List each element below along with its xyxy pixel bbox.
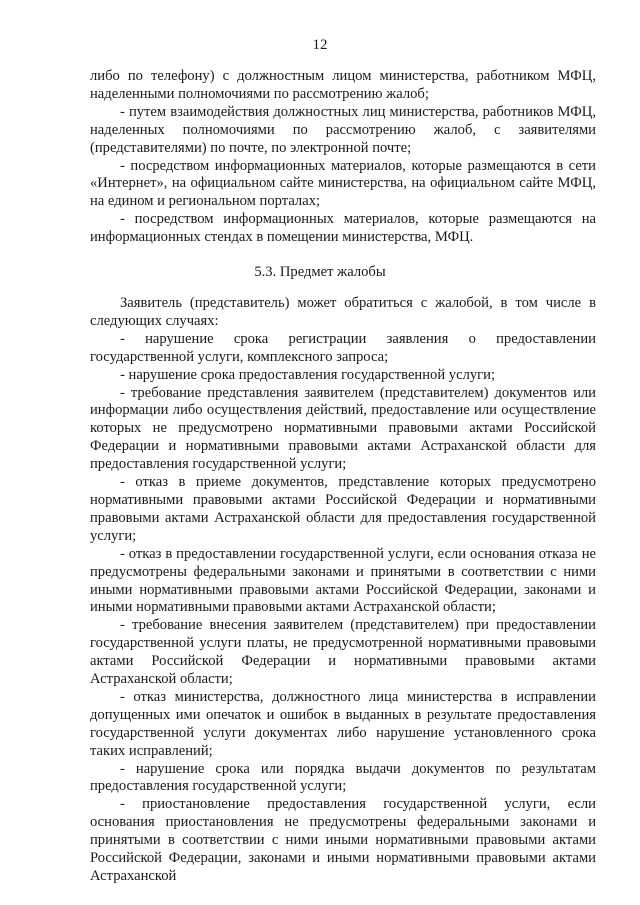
- paragraph: - путем взаимодействия должностных лиц министерства, работников МФЦ, наделенных полномочиями по рассмотрению жалоб, с заявителями (представителями) по почте, по электронной почте;: [90, 103, 596, 156]
- paragraph: - приостановление предоставления государственной услуги, если основания приостановления не предусмотрены федеральными законами и принятыми в соответствии с ними иными нормативными правовыми актами Российской Федерации, законами и иными нормативными правовыми актами Астраханской: [90, 796, 596, 884]
- page-number: 12: [312, 37, 328, 53]
- paragraph: либо по телефону) с должностным лицом министерства, работником МФЦ, наделенными полномочиями по рассмотрению жалоб;: [90, 68, 596, 102]
- paragraph: - посредством информационных материалов, которые размещаются на информационных стендах в помещении министерства, МФЦ.: [90, 211, 596, 246]
- paragraph: - отказ в приеме документов, представление которых предусмотрено нормативными правовыми актами Российской Федерации и нормативными правовыми актами Астраханской области для предоставления государственной услуги;: [90, 474, 596, 544]
- paragraph: Заявитель (представитель) может обратиться с жалобой, в том числе в следующих случаях:: [90, 295, 596, 329]
- paragraph: - посредством информационных материалов, которые размещаются в сети «Интернет», на официальном сайте министерства, на официальном сайте МФЦ, на едином и региональном порталах;: [90, 157, 596, 210]
- paragraph: - требование представления заявителем (представителем) документов или информации либо осуществления действий, предоставление или осуществление которых не предусмотрено нормативными правовыми актами Российской Федерации и нормативными правовыми актами Астраханской области для предоставления государственной услуги;: [90, 384, 596, 473]
- section-text-block: [90, 295, 596, 886]
- paragraph: - отказ министерства, должностного лица министерства в исправлении допущенных ими опечаток и ошибок в выданных в результате предоставления государственной услуги документах либо нарушение установленного срока таких исправлений;: [90, 688, 596, 759]
- paragraph: - отказ в предоставлении государственной услуги, если основания отказа не предусмотрены федеральными законами и принятыми в соответствии с ними иными нормативными правовыми актами Российской Федерации, законами и иными нормативными правовыми актами Астраханской области;: [90, 545, 596, 616]
- section-heading: 5.3. Предмет жалобы: [254, 264, 386, 280]
- paragraph: - требование внесения заявителем (представителем) при предоставлении государственной услуги платы, не предусмотренной нормативными правовыми актами Российской Федерации и нормативными правовыми актами Астраханской области;: [90, 617, 596, 688]
- paragraph: - нарушение срока или порядка выдачи документов по результатам предоставления государственной услуги;: [90, 760, 596, 795]
- paragraph: - нарушение срока регистрации заявления о предоставлении государственной услуги, комплексного запроса;: [90, 330, 596, 365]
- paragraph: - нарушение срока предоставления государственной услуги;: [120, 366, 496, 383]
- intro-text-block: [90, 68, 596, 247]
